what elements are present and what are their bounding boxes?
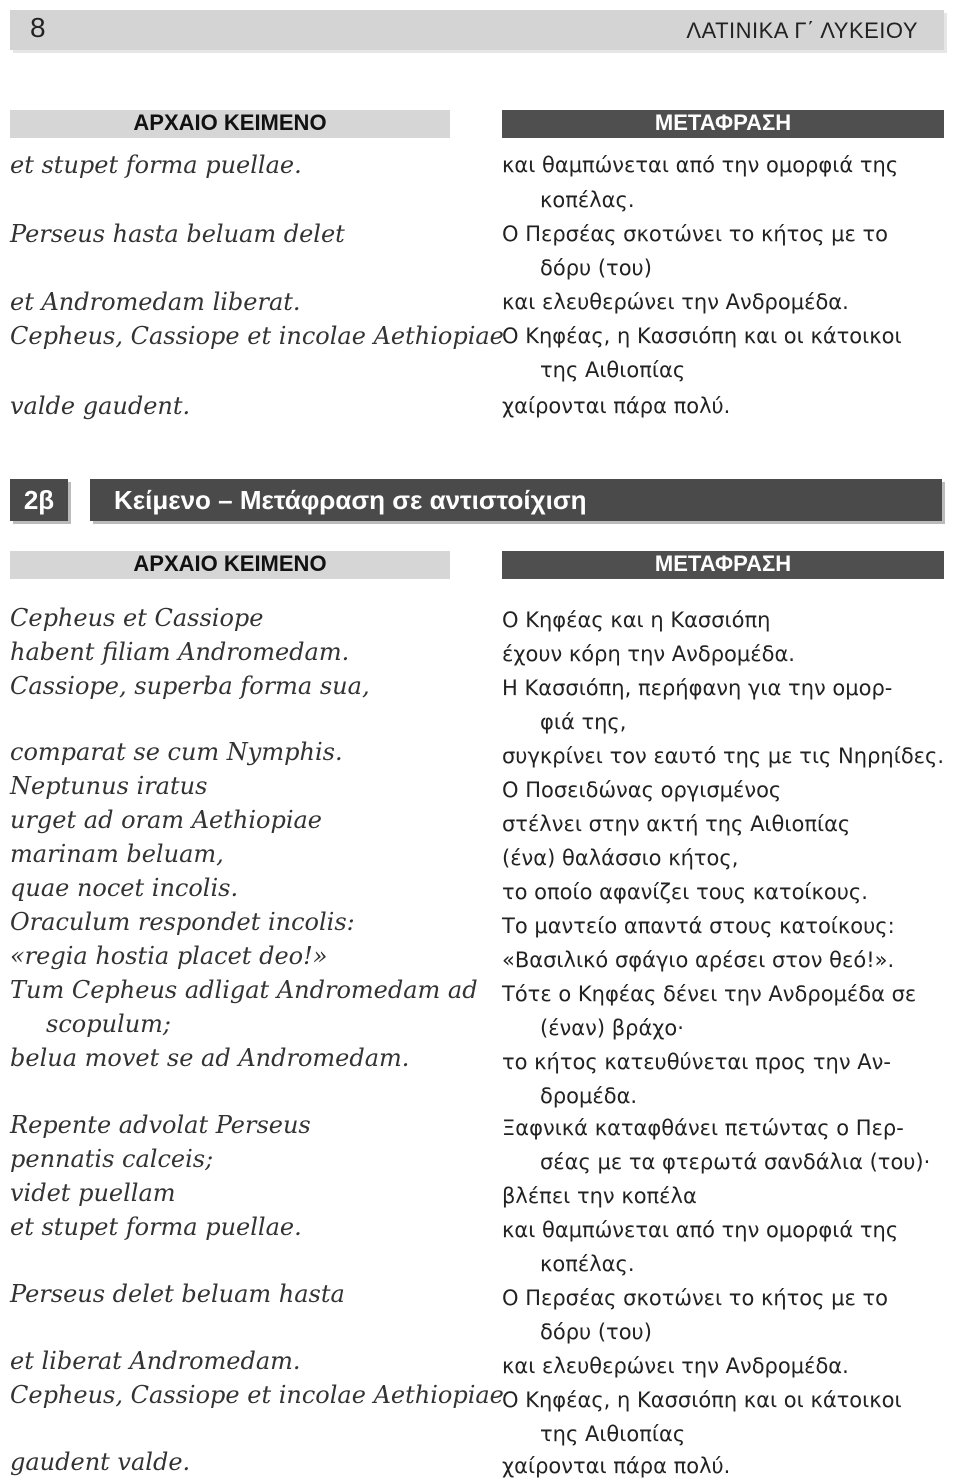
bottom-greek-line: σέας με τα φτερωτά σανδάλια (του)· bbox=[540, 1150, 931, 1174]
page-header bbox=[10, 10, 944, 50]
bottom-latin-line: quae nocet incolis. bbox=[10, 874, 239, 902]
page-number: 8 bbox=[30, 12, 46, 43]
bottom-heading-original: ΑΡΧΑΙΟ ΚΕΙΜΕΝΟ bbox=[10, 551, 450, 579]
bottom-latin-line: marinam beluam, bbox=[10, 840, 224, 868]
top-greek-line: Ο Κηφέας, η Κασσιόπη και οι κάτοικοι bbox=[502, 324, 902, 348]
bottom-greek-line: το κήτος κατευθύνεται προς την Αν- bbox=[502, 1050, 891, 1074]
top-greek-line: δόρυ (του) bbox=[540, 256, 652, 280]
bottom-greek-line: Ο Ποσειδώνας οργισμένος bbox=[502, 778, 782, 802]
bottom-greek-line: δρομέδα. bbox=[540, 1084, 638, 1108]
bottom-latin-line: habent filiam Andromedam. bbox=[10, 638, 350, 666]
bottom-greek-line: κοπέλας. bbox=[540, 1252, 635, 1276]
bottom-latin-line: et stupet forma puellae. bbox=[10, 1213, 302, 1241]
bottom-latin-line: gaudent valde. bbox=[10, 1448, 191, 1476]
top-greek-line: και θαμπώνεται από την ομορφιά της bbox=[502, 153, 899, 177]
top-greek-line: Ο Περσέας σκοτώνει το κήτος με το bbox=[502, 222, 889, 246]
bottom-greek-line: στέλνει στην ακτή της Αιθιοπίας bbox=[502, 812, 851, 836]
bottom-greek-line: και θαμπώνεται από την ομορφιά της bbox=[502, 1218, 899, 1242]
top-greek-line: και ελευθερώνει την Ανδρομέδα. bbox=[502, 290, 849, 314]
bottom-greek-line: συγκρίνει τον εαυτό της με τις Νηρηίδες. bbox=[502, 744, 945, 768]
bottom-heading-translation: ΜΕΤΑΦΡΑΣΗ bbox=[502, 551, 944, 579]
top-heading-original: ΑΡΧΑΙΟ ΚΕΙΜΕΝΟ bbox=[10, 110, 450, 138]
top-latin-line: Perseus hasta beluam delet bbox=[10, 220, 345, 248]
top-greek-line: χαίρονται πάρα πολύ. bbox=[502, 394, 731, 418]
bottom-latin-line: Tum Cepheus adligat Andromedam ad bbox=[10, 976, 478, 1004]
section-title: Κείμενο – Μετάφραση σε αντιστοίχιση bbox=[90, 479, 942, 521]
bottom-latin-line: «regia hostia placet deo!» bbox=[10, 942, 328, 970]
top-latin-line: valde gaudent. bbox=[10, 392, 191, 420]
bottom-latin-line: Cepheus et Cassiope bbox=[10, 604, 264, 632]
bottom-greek-line: Η Κασσιόπη, περήφανη για την ομορ- bbox=[502, 676, 893, 700]
bottom-greek-line: δόρυ (του) bbox=[540, 1320, 652, 1344]
bottom-latin-line: belua movet se ad Andromedam. bbox=[10, 1044, 410, 1072]
bottom-latin-line: Neptunus iratus bbox=[10, 772, 208, 800]
top-latin-line: Cepheus, Cassiope et incolae Aethiopiae bbox=[10, 322, 504, 350]
bottom-greek-line: Ο Κηφέας, η Κασσιόπη και οι κάτοικοι bbox=[502, 1388, 902, 1412]
top-greek-line: κοπέλας. bbox=[540, 188, 635, 212]
bottom-latin-line: Cepheus, Cassiope et incolae Aethiopiae bbox=[10, 1381, 504, 1409]
book-title: ΛΑΤΙΝΙΚΑ Γ΄ ΛΥΚΕΙΟΥ bbox=[686, 18, 918, 43]
bottom-greek-line: και ελευθερώνει την Ανδρομέδα. bbox=[502, 1354, 849, 1378]
bottom-greek-line: Το μαντείο απαντά στους κατοίκους: bbox=[502, 914, 895, 938]
bottom-latin-line: Perseus delet beluam hasta bbox=[10, 1280, 345, 1308]
bottom-greek-line: Ξαφνικά καταφθάνει πετώντας ο Περ- bbox=[502, 1116, 904, 1140]
bottom-greek-line: «Βασιλικό σφάγιο αρέσει στον θεό!». bbox=[502, 948, 895, 972]
bottom-latin-line: Repente advolat Perseus bbox=[10, 1111, 311, 1139]
bottom-greek-line: (έναν) βράχο· bbox=[540, 1016, 684, 1040]
bottom-greek-line: Τότε ο Κηφέας δένει την Ανδρομέδα σε bbox=[502, 982, 917, 1006]
bottom-latin-line: urget ad oram Aethiopiae bbox=[10, 806, 322, 834]
top-greek-line: της Αιθιοπίας bbox=[540, 358, 686, 382]
bottom-latin-line: scopulum; bbox=[46, 1010, 172, 1038]
bottom-greek-line: βλέπει την κοπέλα bbox=[502, 1184, 697, 1208]
bottom-greek-line: φιά της, bbox=[540, 710, 627, 734]
bottom-latin-line: Cassiope, superba forma sua, bbox=[10, 672, 370, 700]
bottom-greek-line: Ο Κηφέας και η Κασσιόπη bbox=[502, 608, 771, 632]
bottom-latin-line: et liberat Andromedam. bbox=[10, 1347, 301, 1375]
section-number: 2β bbox=[10, 479, 68, 521]
bottom-greek-line: έχουν κόρη την Ανδρομέδα. bbox=[502, 642, 795, 666]
bottom-greek-line: της Αιθιοπίας bbox=[540, 1422, 686, 1446]
top-latin-line: et stupet forma puellae. bbox=[10, 151, 302, 179]
bottom-greek-line: (ένα) θαλάσσιο κήτος, bbox=[502, 846, 739, 870]
top-latin-line: et Andromedam liberat. bbox=[10, 288, 301, 316]
bottom-latin-line: Oraculum respondet incolis: bbox=[10, 908, 355, 936]
bottom-latin-line: videt puellam bbox=[10, 1179, 176, 1207]
bottom-latin-line: pennatis calceis; bbox=[10, 1145, 214, 1173]
bottom-greek-line: Ο Περσέας σκοτώνει το κήτος με το bbox=[502, 1286, 889, 1310]
bottom-latin-line: comparat se cum Nymphis. bbox=[10, 738, 343, 766]
top-heading-translation: ΜΕΤΑΦΡΑΣΗ bbox=[502, 110, 944, 138]
bottom-greek-line: το οποίο αφανίζει τους κατοίκους. bbox=[502, 880, 868, 904]
bottom-greek-line: χαίρονται πάρα πολύ. bbox=[502, 1454, 731, 1478]
